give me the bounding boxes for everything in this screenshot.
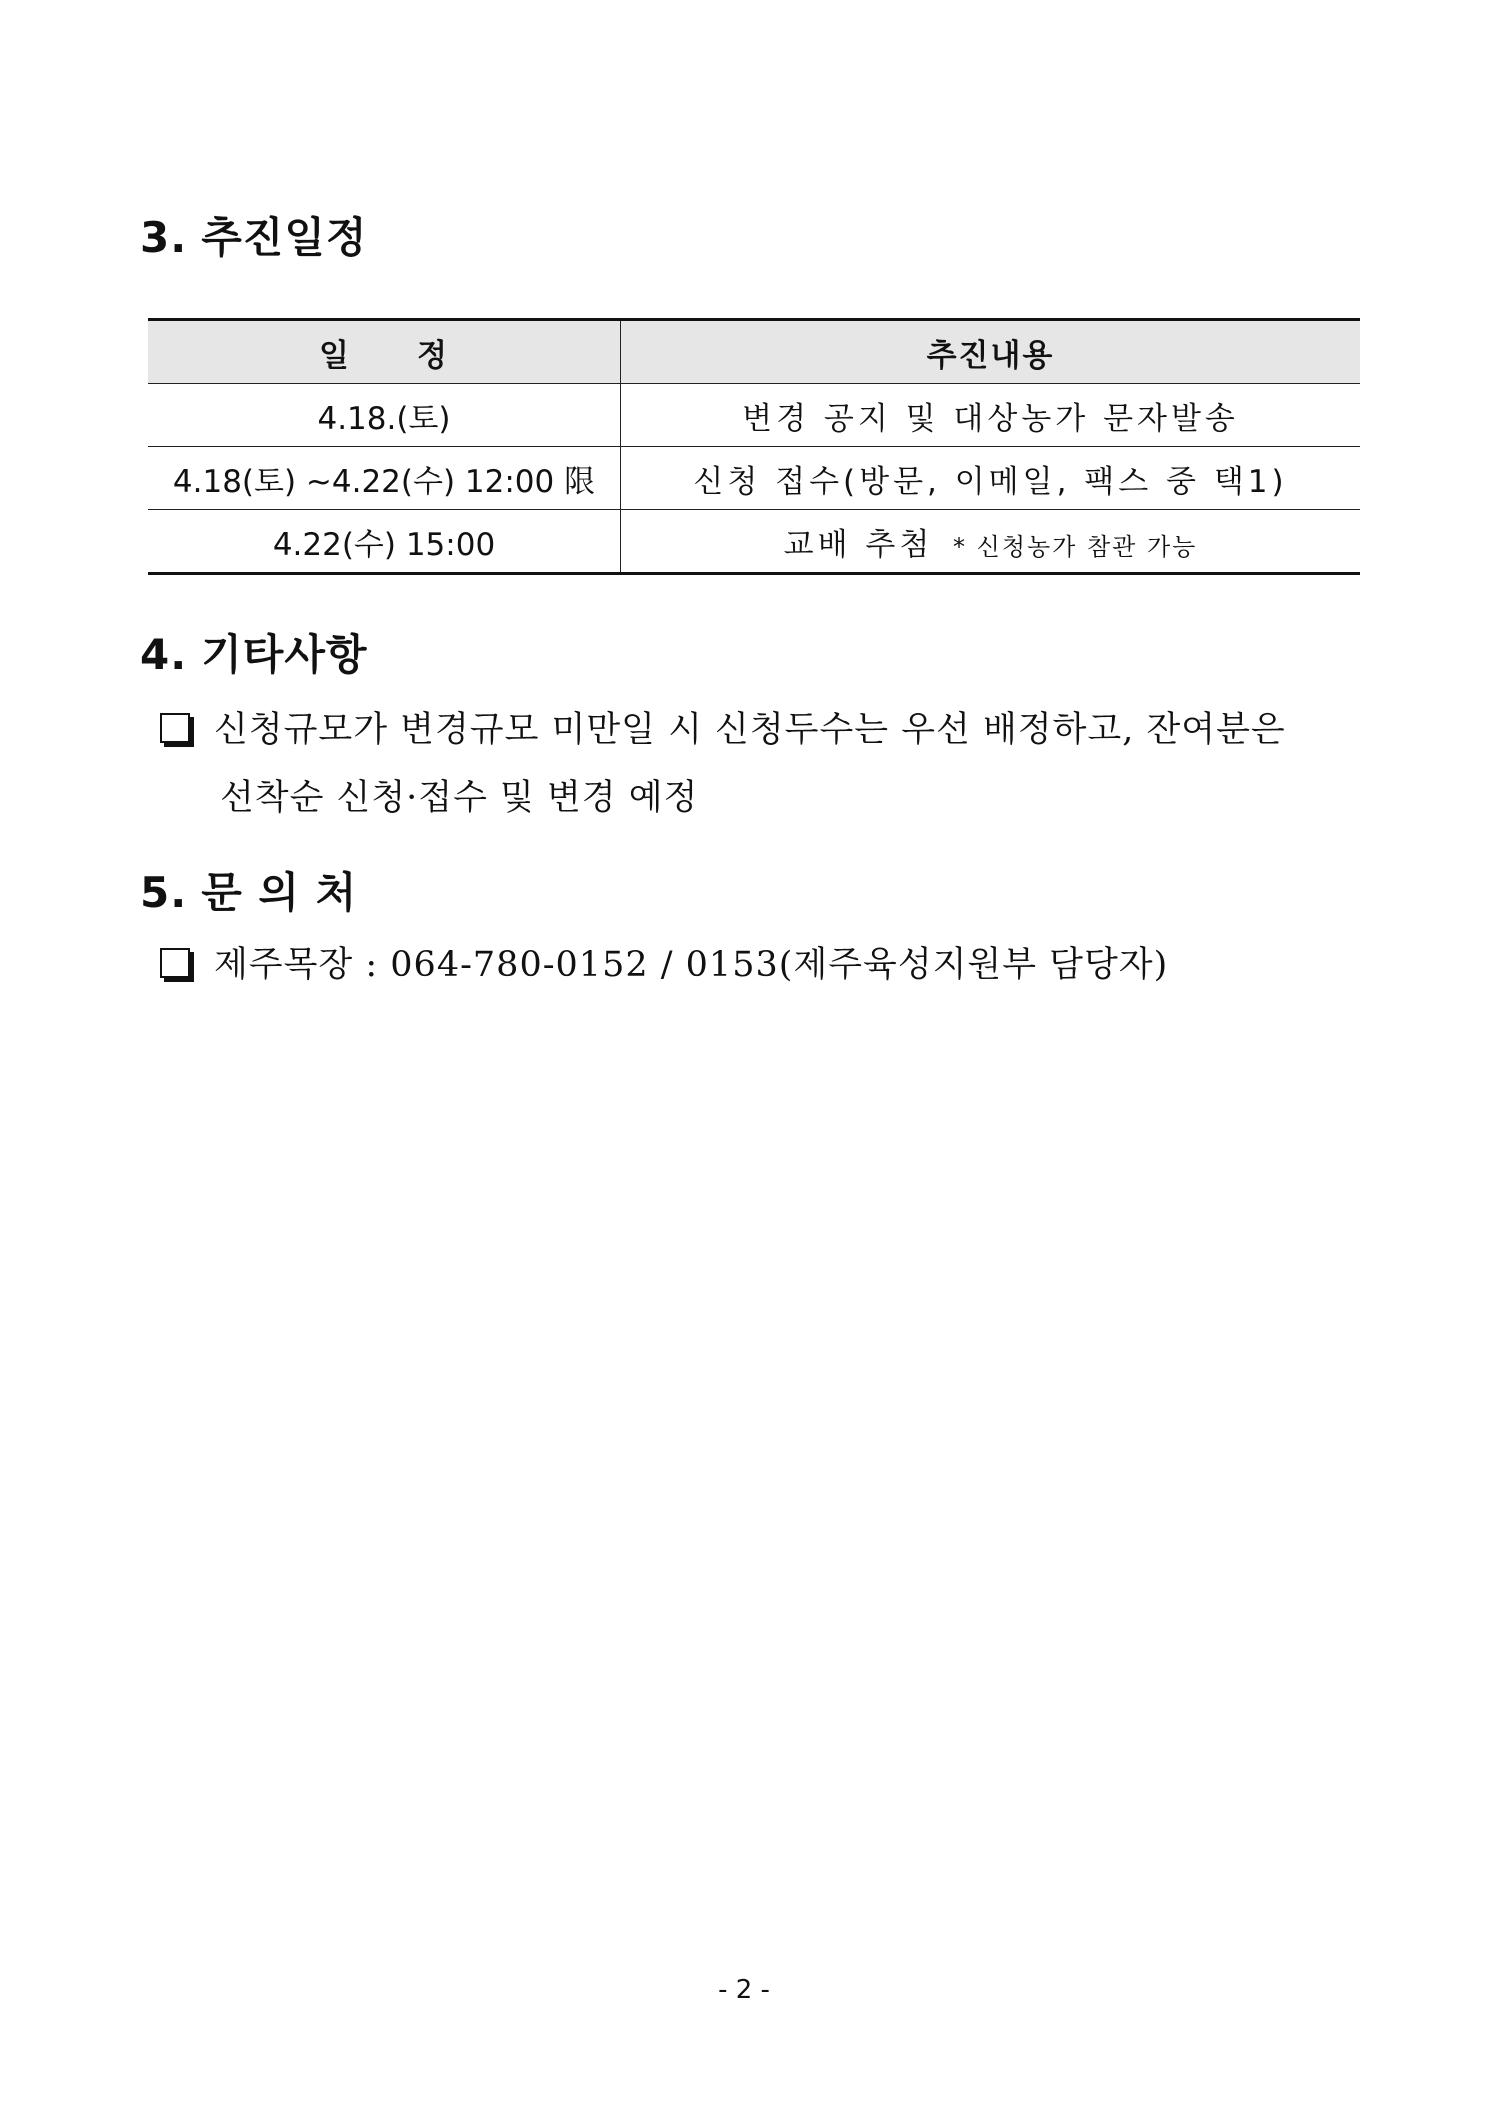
checkbox-bullet-icon [160, 713, 190, 743]
table-row [148, 447, 1360, 510]
section-4-number: 4. [140, 630, 188, 679]
item-line-1: 신청규모가 변경규모 미만일 시 신청두수는 우선 배정하고, 잔여분은 [214, 710, 1286, 750]
section-4-heading [140, 622, 367, 682]
schedule-header-row [148, 320, 1360, 384]
section-3-heading [140, 205, 367, 265]
page-number: - 2 - [718, 1975, 770, 2005]
list-item [160, 696, 1286, 832]
section-5-number: 5. [140, 868, 188, 917]
section-3-number: 3. [140, 213, 188, 262]
row-date: 4.18.(토) [148, 384, 621, 447]
table-row [148, 384, 1360, 447]
row-content: 신청 접수(방문, 이메일, 팩스 중 택1) [621, 447, 1361, 510]
row-note: * 신청농가 참관 가능 [953, 532, 1198, 561]
contact-text: 제주목장 : 064-780-0152 / 0153(제주육성지원부 담당자) [214, 945, 1169, 985]
section-5-title: 문 의 처 [201, 868, 358, 917]
table-row [148, 510, 1360, 574]
schedule-table [148, 318, 1360, 575]
section-3-title: 추진일정 [201, 213, 368, 262]
row-content-cell [621, 510, 1361, 574]
row-content: 변경 공지 및 대상농가 문자발송 [621, 384, 1361, 447]
checkbox-bullet-icon [160, 948, 190, 978]
section-4-title: 기타사항 [201, 630, 368, 679]
section-5-heading [140, 860, 357, 920]
item-line-2: 선착순 신청·접수 및 변경 예정 [220, 778, 699, 818]
list-item [160, 931, 1168, 999]
header-date: 일 정 [148, 320, 621, 384]
row-content: 교배 추첨 [783, 526, 934, 563]
row-date: 4.22(수) 15:00 [148, 510, 621, 574]
row-date: 4.18(토) ~4.22(수) 12:00 限 [148, 447, 621, 510]
header-content: 추진내용 [621, 320, 1361, 384]
